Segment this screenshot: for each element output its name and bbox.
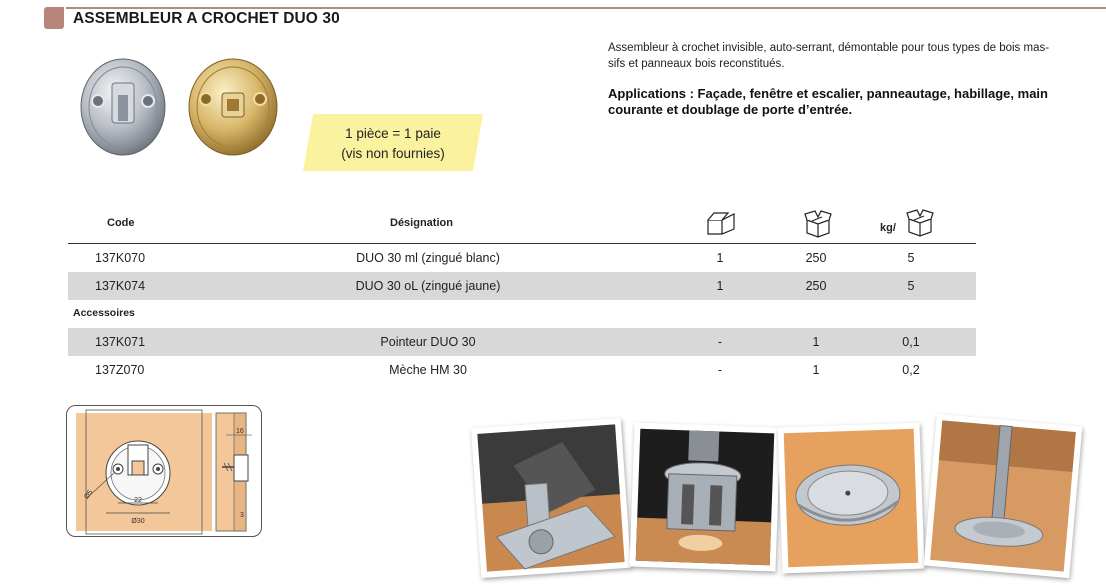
carton-icon: [905, 207, 935, 237]
cell-kg: 0,1: [902, 335, 920, 349]
photo-assembler-inserted: [777, 423, 924, 574]
dim-3: 3: [240, 512, 244, 519]
product-description: [608, 40, 1088, 72]
cell-qty-1: 1: [716, 251, 724, 265]
header-designation: Désignation: [390, 217, 453, 229]
table-row: [68, 328, 976, 356]
photo-screwdriver: [924, 414, 1083, 578]
cell-qty-2: 1: [812, 335, 820, 349]
header-rule: [66, 7, 1106, 9]
photo-drill-bit: [630, 422, 781, 571]
cell-qty-2: 1: [812, 363, 820, 377]
header-tab-marker: [44, 7, 64, 29]
cell-kg: 5: [907, 279, 915, 293]
cell-qty-2: 250: [805, 279, 827, 293]
cell-code: 137K070: [95, 251, 146, 265]
cell-designation: DUO 30 ml (zingué blanc): [356, 251, 500, 265]
box-open-icon: [705, 210, 737, 236]
cell-qty-1: -: [717, 335, 723, 349]
dim-30: Ø30: [131, 518, 145, 525]
page-title: ASSEMBLEUR A CROCHET DUO 30: [73, 10, 340, 27]
cell-qty-1: -: [717, 363, 723, 377]
table-row: [68, 356, 976, 384]
applications-line-1: Applications : Façade, fenêtre et escalier, panneautage, habillage, main: [608, 86, 1048, 101]
cell-code: 137K071: [95, 335, 146, 349]
note-box: [303, 114, 483, 171]
note-line-2: (vis non fournies): [341, 146, 445, 161]
description-line-1: Assembleur à crochet invisible, auto-serrant, démontable pour tous types de bois mas-: [608, 42, 1050, 54]
cell-designation: Pointeur DUO 30: [380, 335, 476, 349]
table-row: [68, 244, 976, 272]
product-image-yellow: [186, 55, 280, 160]
cell-code: 137K074: [95, 279, 146, 293]
carton-icon: [803, 208, 833, 238]
header-kg: kg/: [880, 222, 896, 234]
description-line-2: sifs et panneaux bois reconstitués.: [608, 58, 785, 70]
photo-drilling-template: [471, 418, 631, 578]
product-image-zinc: [78, 55, 168, 160]
cell-code: 137Z070: [95, 363, 145, 377]
applications-text: [608, 86, 1098, 118]
cell-designation: Mèche HM 30: [389, 363, 467, 377]
cell-kg: 0,2: [902, 363, 920, 377]
table-row: [68, 272, 976, 300]
applications-line-2: courante et doublage de porte d’entrée.: [608, 102, 853, 117]
cell-qty-2: 250: [805, 251, 827, 265]
technical-diagram: [66, 405, 262, 537]
accessories-label: Accessoires: [73, 307, 135, 319]
dim-22: 22: [134, 497, 142, 504]
header-code: Code: [107, 217, 135, 229]
cell-designation: DUO 30 oL (zingué jaune): [355, 279, 501, 293]
cell-kg: 5: [907, 251, 915, 265]
cell-qty-1: 1: [716, 279, 724, 293]
dim-16: 16: [236, 428, 244, 435]
note-line-1: 1 pièce = 1 paie: [345, 126, 441, 141]
dim-5: Ø5: [83, 488, 95, 501]
